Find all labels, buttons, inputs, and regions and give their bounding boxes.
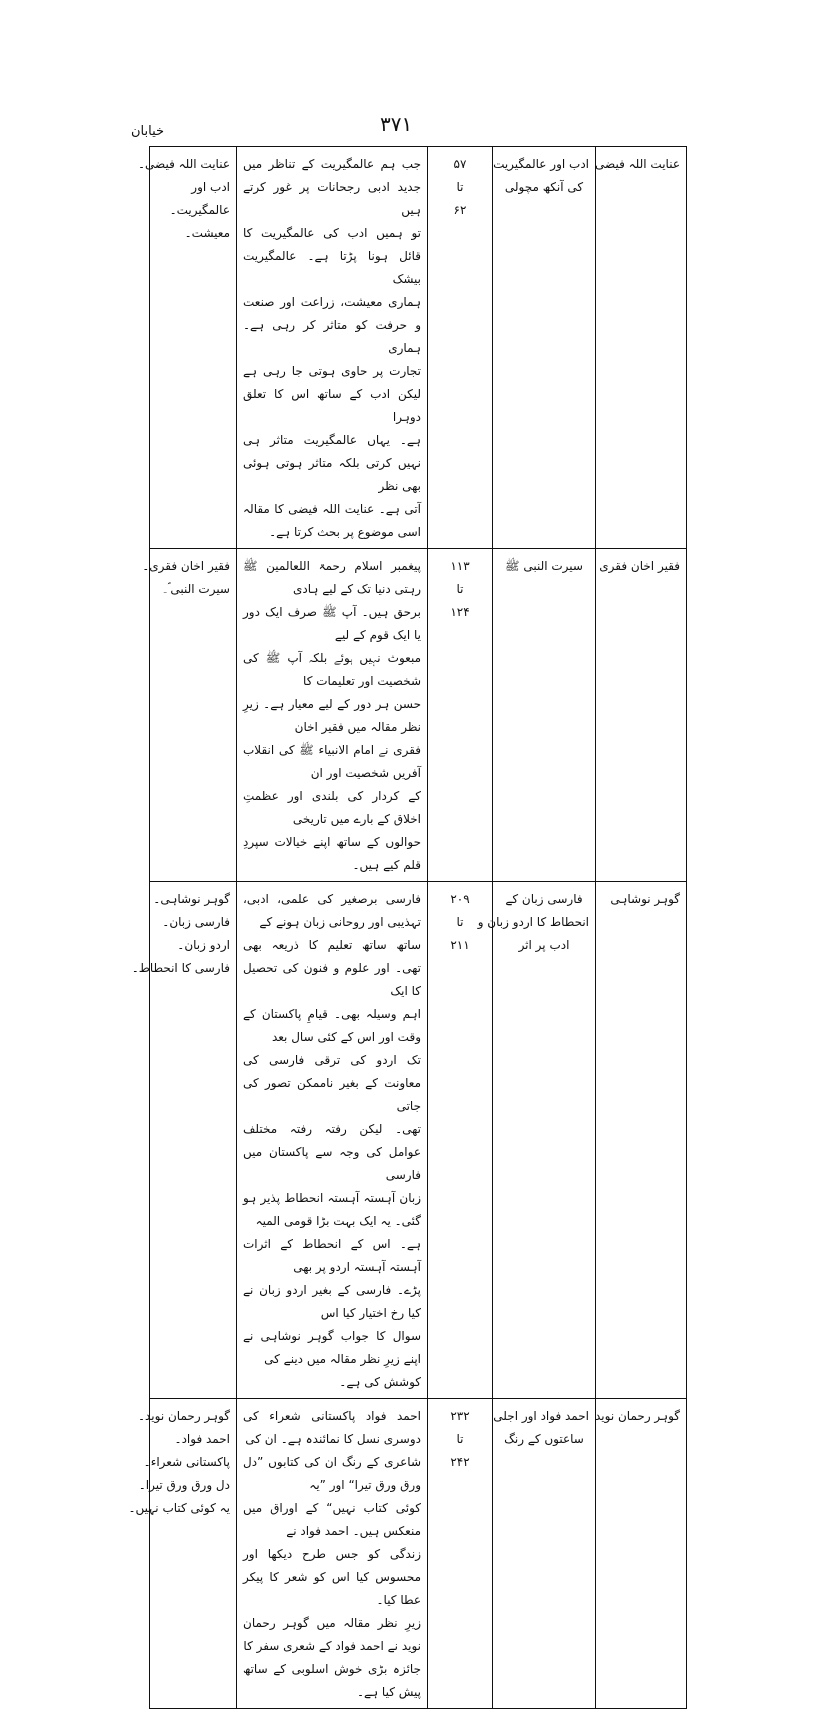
page-range-part: تا <box>456 915 464 929</box>
articles-table <box>128 146 687 1709</box>
abstract-line: حوالوں کے ساتھ اپنے خیالات سپردِ قلم کیے ہیں۔ <box>243 835 421 872</box>
keyword: فارسی زبان۔ <box>162 915 230 929</box>
keyword: عالمگیریت۔ <box>169 203 230 217</box>
abstract-line: کوشش کی ہے۔ <box>339 1375 421 1389</box>
page-range-part: تا <box>456 582 464 596</box>
author-name: فقیر اخان فقری <box>599 559 680 573</box>
page-range-part: ۱۱۳ <box>450 559 470 573</box>
abstract-line: زیرِ نظر مقالہ میں گوہر رحمان نوید نے احمد فواد کے شعری سفر کا <box>243 1616 421 1653</box>
article-title-line: کی آنکھ مچولی <box>504 180 584 194</box>
title-cell <box>493 549 596 882</box>
abstract-line: جب ہم عالمگیریت کے تناظر میں جدید ادبی رجحانات پر غور کرتے ہیں <box>243 157 421 217</box>
title-cell <box>493 1399 596 1709</box>
keywords-cell <box>142 549 237 882</box>
article-title-line: ساعتوں کے رنگ <box>504 1432 584 1446</box>
journal-name: خیابان <box>131 124 165 139</box>
keyword: گوہر نوشاہی۔ <box>153 892 230 906</box>
abstract-line: اہم وسیلہ بھی۔ قیامِ پاکستان کے وقت اور اس کے کئی سال بعد <box>243 1007 421 1044</box>
abstract-line: زبان آہستہ آہستہ انحطاط پذیر ہو گئی۔ یہ ایک بہت بڑا قومی المیہ <box>243 1191 421 1228</box>
article-title-line: ادب پر اثر <box>518 938 570 952</box>
pages-cell <box>428 147 493 549</box>
abstract-line: تھی۔ لیکن رفتہ رفتہ مختلف عوامل کی وجہ سے پاکستان میں فارسی <box>243 1122 421 1182</box>
page-range-part: تا <box>456 1432 464 1446</box>
abstract-line: کوئی کتاب نہیں“ کے اوراق میں منعکس ہیں۔ احمد فواد نے <box>243 1501 421 1538</box>
page-range-part: ۵۷ <box>453 157 467 171</box>
title-cell <box>477 882 596 1399</box>
keywords-cell <box>138 147 237 549</box>
abstract-line: جائزہ بڑی خوش اسلوبی کے ساتھ پیش کیا ہے۔ <box>243 1662 421 1699</box>
page-range-part: ۶۲ <box>453 203 467 217</box>
abstract-line: حسن ہر دور کے لیے معیار ہے۔ زیرِ نظر مقالہ میں فقیر اخان <box>243 697 421 734</box>
article-title-line: انحطاط کا اردو زبان و <box>477 915 589 929</box>
abstract-cell <box>237 1399 428 1709</box>
author-name: گوہر نوشاہی <box>610 892 680 906</box>
table-row <box>150 549 687 882</box>
page-range-part: ۲۰۹ <box>450 892 470 906</box>
keyword: معیشت۔ <box>184 226 230 240</box>
author-name: عنایت اللہ فیضی <box>595 157 680 171</box>
abstract-line: مبعوث نہیں ہوئے بلکہ آپ ﷺ کی شخصیت اور تعلیمات کا <box>243 651 421 688</box>
abstract-line: فقری نے امام الانبیاء ﷺ کی انقلاب آفریں شخصیت اور ان <box>243 743 421 780</box>
page-range-part: تا <box>456 180 464 194</box>
keyword: عنایت اللہ فیضی۔ <box>138 157 230 171</box>
page-range-part: ۲۴۲ <box>450 1455 470 1469</box>
abstract-line: پڑے۔ فارسی کے بغیر اردو زبان نے کیا رخ اختیار کیا اس <box>243 1283 421 1320</box>
abstract-line: پیغمبر اسلام رحمۃ اللعالمین ﷺ رہتی دنیا تک کے لیے ہادی <box>243 559 421 596</box>
author-cell <box>596 882 687 1399</box>
abstract-line: آتی ہے۔ عنایت اللہ فیضی کا مقالہ اسی موضوع پر بحث کرتا ہے۔ <box>243 502 421 539</box>
keyword: دل ورق ورق تیرا۔ <box>138 1478 230 1492</box>
abstract-line: تو ہمیں ادب کی عالمگیریت کا قائل ہونا پڑتا ہے۔ عالمگیریت بیشک <box>243 226 421 286</box>
article-title-line: احمد فواد اور اجلی <box>493 1409 589 1423</box>
pages-cell <box>428 549 493 882</box>
abstract-line: زندگی کو جس طرح دیکھا اور محسوس کیا اس کو شعر کا پیکر عطا کیا۔ <box>243 1547 421 1607</box>
keyword: اردو زبان۔ <box>177 938 230 952</box>
article-title-line: فارسی زبان کے <box>505 892 583 906</box>
abstract-line: تک اردو کی ترقی فارسی کی معاونت کے بغیر ناممکن تصور کی جاتی <box>243 1053 421 1113</box>
page-range-part: ۱۲۴ <box>450 605 470 619</box>
keyword: احمد فواد۔ <box>174 1432 230 1446</box>
abstract-line: تجارت پر حاوی ہوتی جا رہی ہے لیکن ادب کے ساتھ اس کا تعلق دوہرا <box>243 364 421 424</box>
abstract-line: ہے۔ یہاں عالمگیریت متاثر ہی نہیں کرتی بلکہ متاثر ہوتی ہوئی بھی نظر <box>243 433 421 493</box>
abstract-cell <box>237 882 428 1399</box>
page-number: ۳۷۱ <box>380 112 413 136</box>
keyword: پاکستانی شعراء۔ <box>143 1455 230 1469</box>
abstract-line: کے کردار کی بلندی اور عظمتِ اخلاق کے بارے میں تاریخی <box>243 789 421 826</box>
abstract-line: فارسی برصغیر کی علمی، ادبی، تہذیبی اور روحانی زبان ہونے کے <box>243 892 421 929</box>
abstract-cell <box>237 147 428 549</box>
abstract-cell <box>237 549 428 882</box>
page-range-part: ۲۱۱ <box>450 938 470 952</box>
article-title-line: سیرت النبی ﷺ <box>505 559 583 573</box>
abstract-line: ساتھ ساتھ تعلیم کا ذریعہ بھی تھی۔ اور علوم و فنون کی تحصیل کا ایک <box>243 938 421 998</box>
author-cell <box>596 549 687 882</box>
keyword: ادب اور <box>191 180 230 194</box>
author-name: گوہر رحمان نوید <box>595 1409 680 1423</box>
abstract-line: برحق ہیں۔ آپ ﷺ صرف ایک دور یا ایک قوم کے لیے <box>243 605 421 642</box>
keyword: سیرت النبی ؐ۔ <box>162 582 230 596</box>
author-cell <box>596 1399 687 1709</box>
pages-cell <box>428 1399 493 1709</box>
table-row <box>150 147 687 549</box>
keyword: فارسی کا انحطاط۔ <box>131 961 230 975</box>
title-cell <box>493 147 596 549</box>
page-range-part: ۲۳۲ <box>450 1409 470 1423</box>
keywords-cell <box>128 1399 237 1709</box>
keyword: یہ کوئی کتاب نہیں۔ <box>128 1501 230 1515</box>
pages-cell <box>428 882 493 1399</box>
abstract-line: احمد فواد پاکستانی شعراء کی دوسری نسل کا نمائندہ ہے۔ ان کی <box>243 1409 421 1446</box>
abstract-line: شاعری کے رنگ ان کی کتابوں ”دل ورق ورق تیرا“ اور ”یہ <box>243 1455 421 1492</box>
abstract-line: ہماری معیشت، زراعت اور صنعت و حرفت کو متاثر کر رہی ہے۔ ہماری <box>243 295 421 355</box>
table-row <box>150 882 687 1399</box>
keywords-cell <box>131 882 237 1399</box>
abstract-line: سوال کا جواب گوہر نوشاہی نے اپنے زیرِ نظر مقالہ میں دینے کی <box>243 1329 421 1366</box>
author-cell <box>596 147 687 549</box>
abstract-line: ہے۔ اس کے انحطاط کے اثرات آہستہ آہستہ اردو پر بھی <box>243 1237 421 1274</box>
keyword: گوہر رحمان نوید۔ <box>137 1409 230 1423</box>
article-title-line: ادب اور عالمگیریت <box>493 157 589 171</box>
keyword: فقیر اخان فقری۔ <box>142 559 230 573</box>
table-row <box>150 1399 687 1709</box>
